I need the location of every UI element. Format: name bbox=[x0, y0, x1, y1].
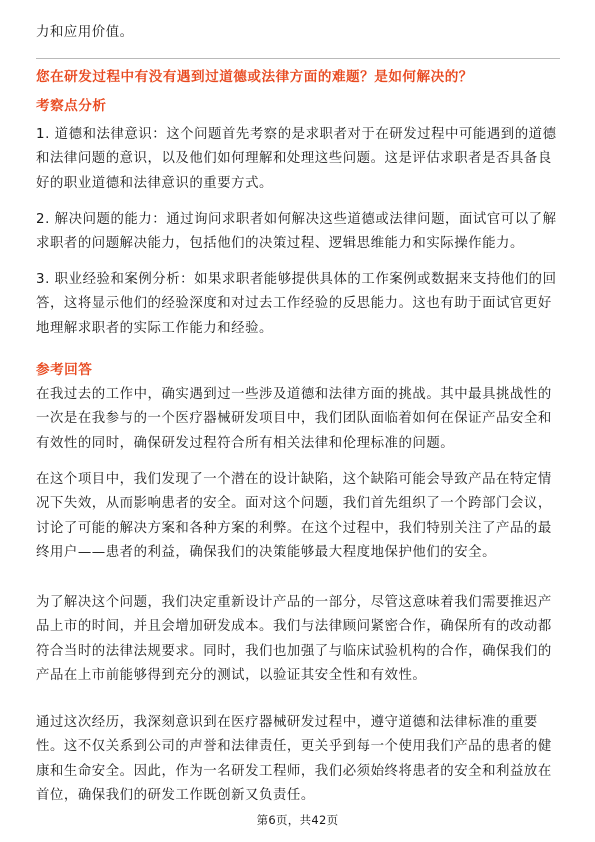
analysis-point-3: 3. 职业经验和案例分析：如果求职者能够提供具体的工作案例或数据来支持他们的回答，这将显示他们的经验深度和对过去工作经验的反思能力。这也有助于面试官更好地理解求职者的实际工作能力和经验。 bbox=[36, 272, 557, 336]
answer-paragraph-2: 在这个项目中，我们发现了一个潜在的设计缺陷，这个缺陷可能会导致产品在特定情况下失效，从而影响患者的安全。面对这个问题，我们首先组织了一个跨部门会议，讨论了可能的解决方案和各种方案的利弊。在这个过程中，我们特别关注了产品的最终用户——患者的利益，确保我们的决策能够最大程度地保护他们的安全。 bbox=[36, 472, 552, 560]
question-heading: 您在研发过程中有没有遇到过道德或法律方面的难题？是如何解决的？ bbox=[36, 69, 473, 85]
analysis-point-1: 1. 道德和法律意识：这个问题首先考察的是求职者对于在研发过程中可能遇到的道德和法律问题的意识，以及他们如何理解和处理这些问题。这是评估求职者是否具备良好的职业道德和法律意识的重要方式。 bbox=[36, 127, 557, 191]
answer-heading: 参考回答 bbox=[36, 362, 93, 378]
answer-paragraph-4: 通过这次经历，我深刻意识到在医疗器械研发过程中，遵守道德和法律标准的重要性。这不仅关系到公司的声誉和法律责任，更关乎到每一个使用我们产品的患者的健康和生命安全。因此，作为一名研发工程师，我们必须始终将患者的安全和利益放在首位，确保我们的研发工作既创新又负责任。 bbox=[36, 715, 552, 803]
answer-paragraph-1: 在我过去的工作中，确实遇到过一些涉及道德和法律方面的挑战。其中最具挑战性的一次是在我参与的一个医疗器械研发项目中，我们团队面临着如何在保证产品安全和有效性的同时，确保研发过程符合所有相关法律和伦理标准的问题。 bbox=[36, 387, 552, 451]
analysis-point-2: 2. 解决问题的能力：通过询问求职者如何解决这些道德或法律问题，面试官可以了解求职者的问题解决能力，包括他们的决策过程、逻辑思维能力和实际操作能力。 bbox=[36, 212, 557, 252]
page-number-footer: 第6页，共42页 bbox=[256, 813, 339, 827]
section-divider bbox=[36, 58, 560, 59]
analysis-heading: 考察点分析 bbox=[36, 98, 107, 114]
answer-paragraph-3: 为了解决这个问题，我们决定重新设计产品的一部分，尽管这意味着我们需要推迟产品上市的时间，并且会增加研发成本。我们与法律顾问紧密合作，确保所有的改动都符合当时的法律法规要求。同时，我们也加强了与临床试验机构的合作，确保我们的产品在上市前能够得到充分的测试，以验证其安全性和有效性。 bbox=[36, 595, 552, 683]
intro-tail-text: 力和应用价值。 bbox=[36, 25, 134, 40]
